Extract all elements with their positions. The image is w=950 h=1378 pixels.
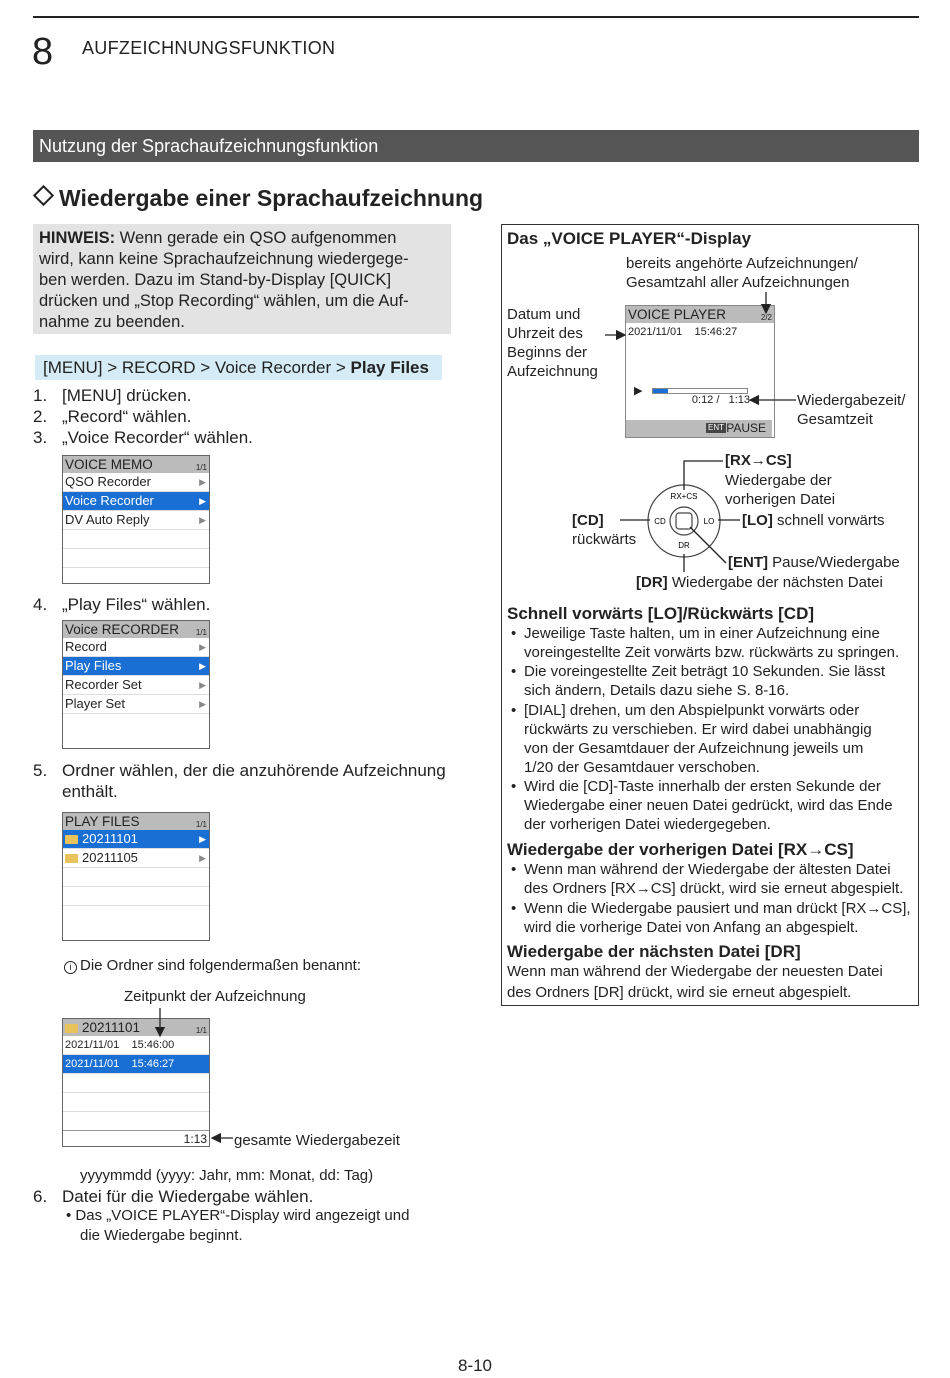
heading-text: Wiedergabe einer Sprachaufzeichnung (59, 185, 484, 211)
menu-path-prefix: [MENU] > RECORD > Voice Recorder > (43, 358, 351, 377)
rx-key-label: [RX→CS] (725, 452, 792, 469)
page-indicator: 1/1 (195, 820, 207, 829)
left-label-2: Uhrzeit des (507, 325, 583, 342)
chevron-right-icon: ▶ (199, 699, 206, 709)
step-number: 6. (33, 1187, 48, 1206)
step6-bullet: • Das „VOICE PLAYER“-Display wird angezeigt und (66, 1207, 410, 1224)
step-text: „Record“ wählen. (62, 407, 192, 426)
menu-item-label: Record (65, 639, 107, 654)
rx-desc-1: Wiedergabe der (725, 472, 832, 489)
step-number: 5. (33, 761, 48, 780)
datetime: 2021/11/01 15:46:27 (628, 326, 738, 338)
left-label-4: Aufzeichnung (507, 363, 598, 380)
key-rx-label: RX+CS (670, 492, 698, 501)
left-label-3: Beginns der (507, 344, 588, 361)
file-label: 2021/11/01 15:46:00 (65, 1039, 175, 1051)
dr-key: [DR] (636, 574, 668, 591)
menu-path-target: Play Files (350, 358, 429, 377)
chevron-right-icon: ▶ (199, 477, 206, 487)
section-2-title: Wiedergabe der vorherigen Datei [RX→CS] (507, 840, 854, 859)
key-cd-label: CD (654, 517, 666, 526)
menu-item-label: Voice Recorder (65, 493, 154, 508)
step-text: „Play Files“ wählen. (62, 595, 211, 614)
total-time-text: 1:13 (183, 1132, 207, 1146)
ent-desc: Pause/Wiedergabe (768, 554, 900, 571)
chevron-right-icon: ▶ (199, 496, 206, 506)
step-number: 4. (33, 595, 48, 614)
folder-label: 20211101 (82, 831, 138, 846)
page-indicator: 2/2 (760, 313, 772, 322)
top-label-1: bereits angehörte Aufzeichnungen/ (626, 255, 858, 272)
step-text: „Voice Recorder“ wählen. (62, 428, 253, 447)
step-text: enthält. (62, 782, 118, 801)
note-line: ben werden. Dazu im Stand-by-Display [QUICK] (39, 271, 392, 289)
date-format: yyyymmdd (yyyy: Jahr, mm: Monat, dd: Tag) (80, 1167, 374, 1184)
screen-title-text: VOICE MEMO (65, 457, 153, 472)
section-3-line: des Ordners [DR] drückt, wird sie erneut abgespielt. (507, 984, 852, 1001)
screen-title-text: 20211101 (82, 1020, 141, 1035)
folder-info-text: Die Ordner sind folgendermaßen benannt: (80, 957, 362, 974)
bullet-text: Jeweilige Taste halten, um in einer Aufzeichnung eine voreingestellte Zeit vorwärts bzw. rückwärts zu springen. (524, 625, 900, 661)
folder-label: 20211105 (82, 850, 138, 865)
chapter-title: AUFZEICHNUNGSFUNKTION (82, 38, 336, 58)
left-label-1: Datum und (507, 306, 581, 323)
bullet-text: Wird die [CD]-Taste innerhalb der ersten Sekunde der Wiedergabe einer neuen Datei gedrückt, wird das Ende der vorherigen Datei wiedergegeben. (524, 778, 893, 833)
section-3-title: Wiedergabe der nächsten Datei [DR] (507, 942, 801, 961)
step-text: Datei für die Wiedergabe wählen. (62, 1187, 314, 1206)
ent-key: [ENT] (728, 554, 768, 571)
step-number: 3. (33, 428, 48, 447)
menu-item-label: Player Set (65, 696, 125, 711)
folder-caption-top: Zeitpunkt der Aufzeichnung (124, 988, 306, 1005)
page-indicator: 1/1 (195, 463, 207, 472)
section-title: Nutzung der Sprachaufzeichnungsfunktion (33, 130, 919, 162)
note-line: Wenn gerade ein QSO aufgenommen (115, 229, 397, 247)
page-number: 8-10 (457, 1356, 493, 1375)
note-line: nahme zu beenden. (39, 313, 185, 331)
bullet-text: Die voreingestellte Zeit beträgt 10 Sekunden. Sie lässt sich ändern, Details dazu siehe S. 8-16. (524, 663, 886, 699)
chevron-right-icon: ▶ (199, 642, 206, 652)
bullet-text: Wenn man während der Wiedergabe der ältesten Datei des Ordners [RX→CS] drückt, wird sie erneut abgespielt. (524, 861, 904, 897)
bullet-text: [DIAL] drehen, um den Abspielpunkt vorwärts oder rückwärts zu verschieben. Er wird dabei unabhängig von der Gesamtdauer der Aufzeichnung jeweils um 1/20 der Gesamtdauer verschoben. (524, 702, 872, 776)
section-1-title: Schnell vorwärts [LO]/Rückwärts [CD] (507, 604, 815, 623)
step-number: 2. (33, 407, 48, 426)
ent-key-icon: ENT (708, 423, 724, 432)
note-label: HINWEIS: (39, 229, 116, 247)
chevron-right-icon: ▶ (199, 834, 206, 844)
step-number: 1. (33, 386, 48, 405)
key-dr-label: DR (678, 541, 690, 550)
lo-key: [LO] (742, 512, 773, 529)
chevron-right-icon: ▶ (199, 853, 206, 863)
dr-desc: Wiedergabe der nächsten Datei (667, 574, 883, 591)
player-box-title: Das „VOICE PLAYER“-Display (507, 229, 752, 248)
screen-title-text: PLAY FILES (65, 814, 140, 829)
step-text: [MENU] drücken. (62, 386, 192, 405)
screen-title-text: Voice RECORDER (65, 622, 180, 637)
chapter-number: 8 (32, 31, 54, 73)
play-icon: ▶ (634, 385, 643, 397)
info-icon: i (64, 961, 77, 974)
rx-desc-2: vorherigen Datei (725, 491, 836, 508)
page-indicator: 1/1 (195, 1026, 207, 1035)
menu-item-label: QSO Recorder (65, 474, 151, 489)
folder-caption-right: gesamte Wiedergabezeit (234, 1132, 400, 1149)
step6-bullet-cont: die Wiedergabe beginnt. (80, 1227, 243, 1244)
page-indicator: 1/1 (195, 628, 207, 637)
play-time: 0:12 / 1:13 (691, 394, 750, 406)
cd-key-label: [CD] (572, 512, 604, 529)
note-line: drücken und „Stop Recording“ wählen, um die Auf- (39, 292, 409, 310)
chevron-right-icon: ▶ (199, 515, 206, 525)
menu-item-label: Recorder Set (65, 677, 142, 692)
chevron-right-icon: ▶ (199, 661, 206, 671)
screen-title-text: VOICE PLAYER (628, 307, 727, 322)
chevron-right-icon: ▶ (199, 680, 206, 690)
cd-desc: rückwärts (572, 531, 637, 548)
key-lo-label: LO (703, 517, 715, 526)
menu-item-label: Play Files (65, 658, 122, 673)
note-line: wird, kann keine Sprachaufzeichnung wiedergege- (39, 250, 409, 268)
file-label: 2021/11/01 15:46:27 (65, 1058, 175, 1070)
bullet-text: Wenn die Wiedergabe pausiert und man drückt [RX→CS], wird die vorherige Datei von Anfang an abgespielt. (524, 900, 911, 936)
top-label-2: Gesamtzahl aller Aufzeichnungen (626, 274, 850, 291)
step-text: Ordner wählen, der die anzuhörende Aufzeichnung (62, 761, 446, 780)
right-label-2: Gesamtzeit (797, 411, 873, 428)
right-label-1: Wiedergabezeit/ (797, 392, 906, 409)
pause-label: PAUSE (726, 421, 766, 435)
lo-desc: schnell vorwärts (772, 512, 885, 529)
section-3-line: Wenn man während der Wiedergabe der neuesten Datei (507, 963, 883, 980)
menu-item-label: DV Auto Reply (65, 512, 150, 527)
